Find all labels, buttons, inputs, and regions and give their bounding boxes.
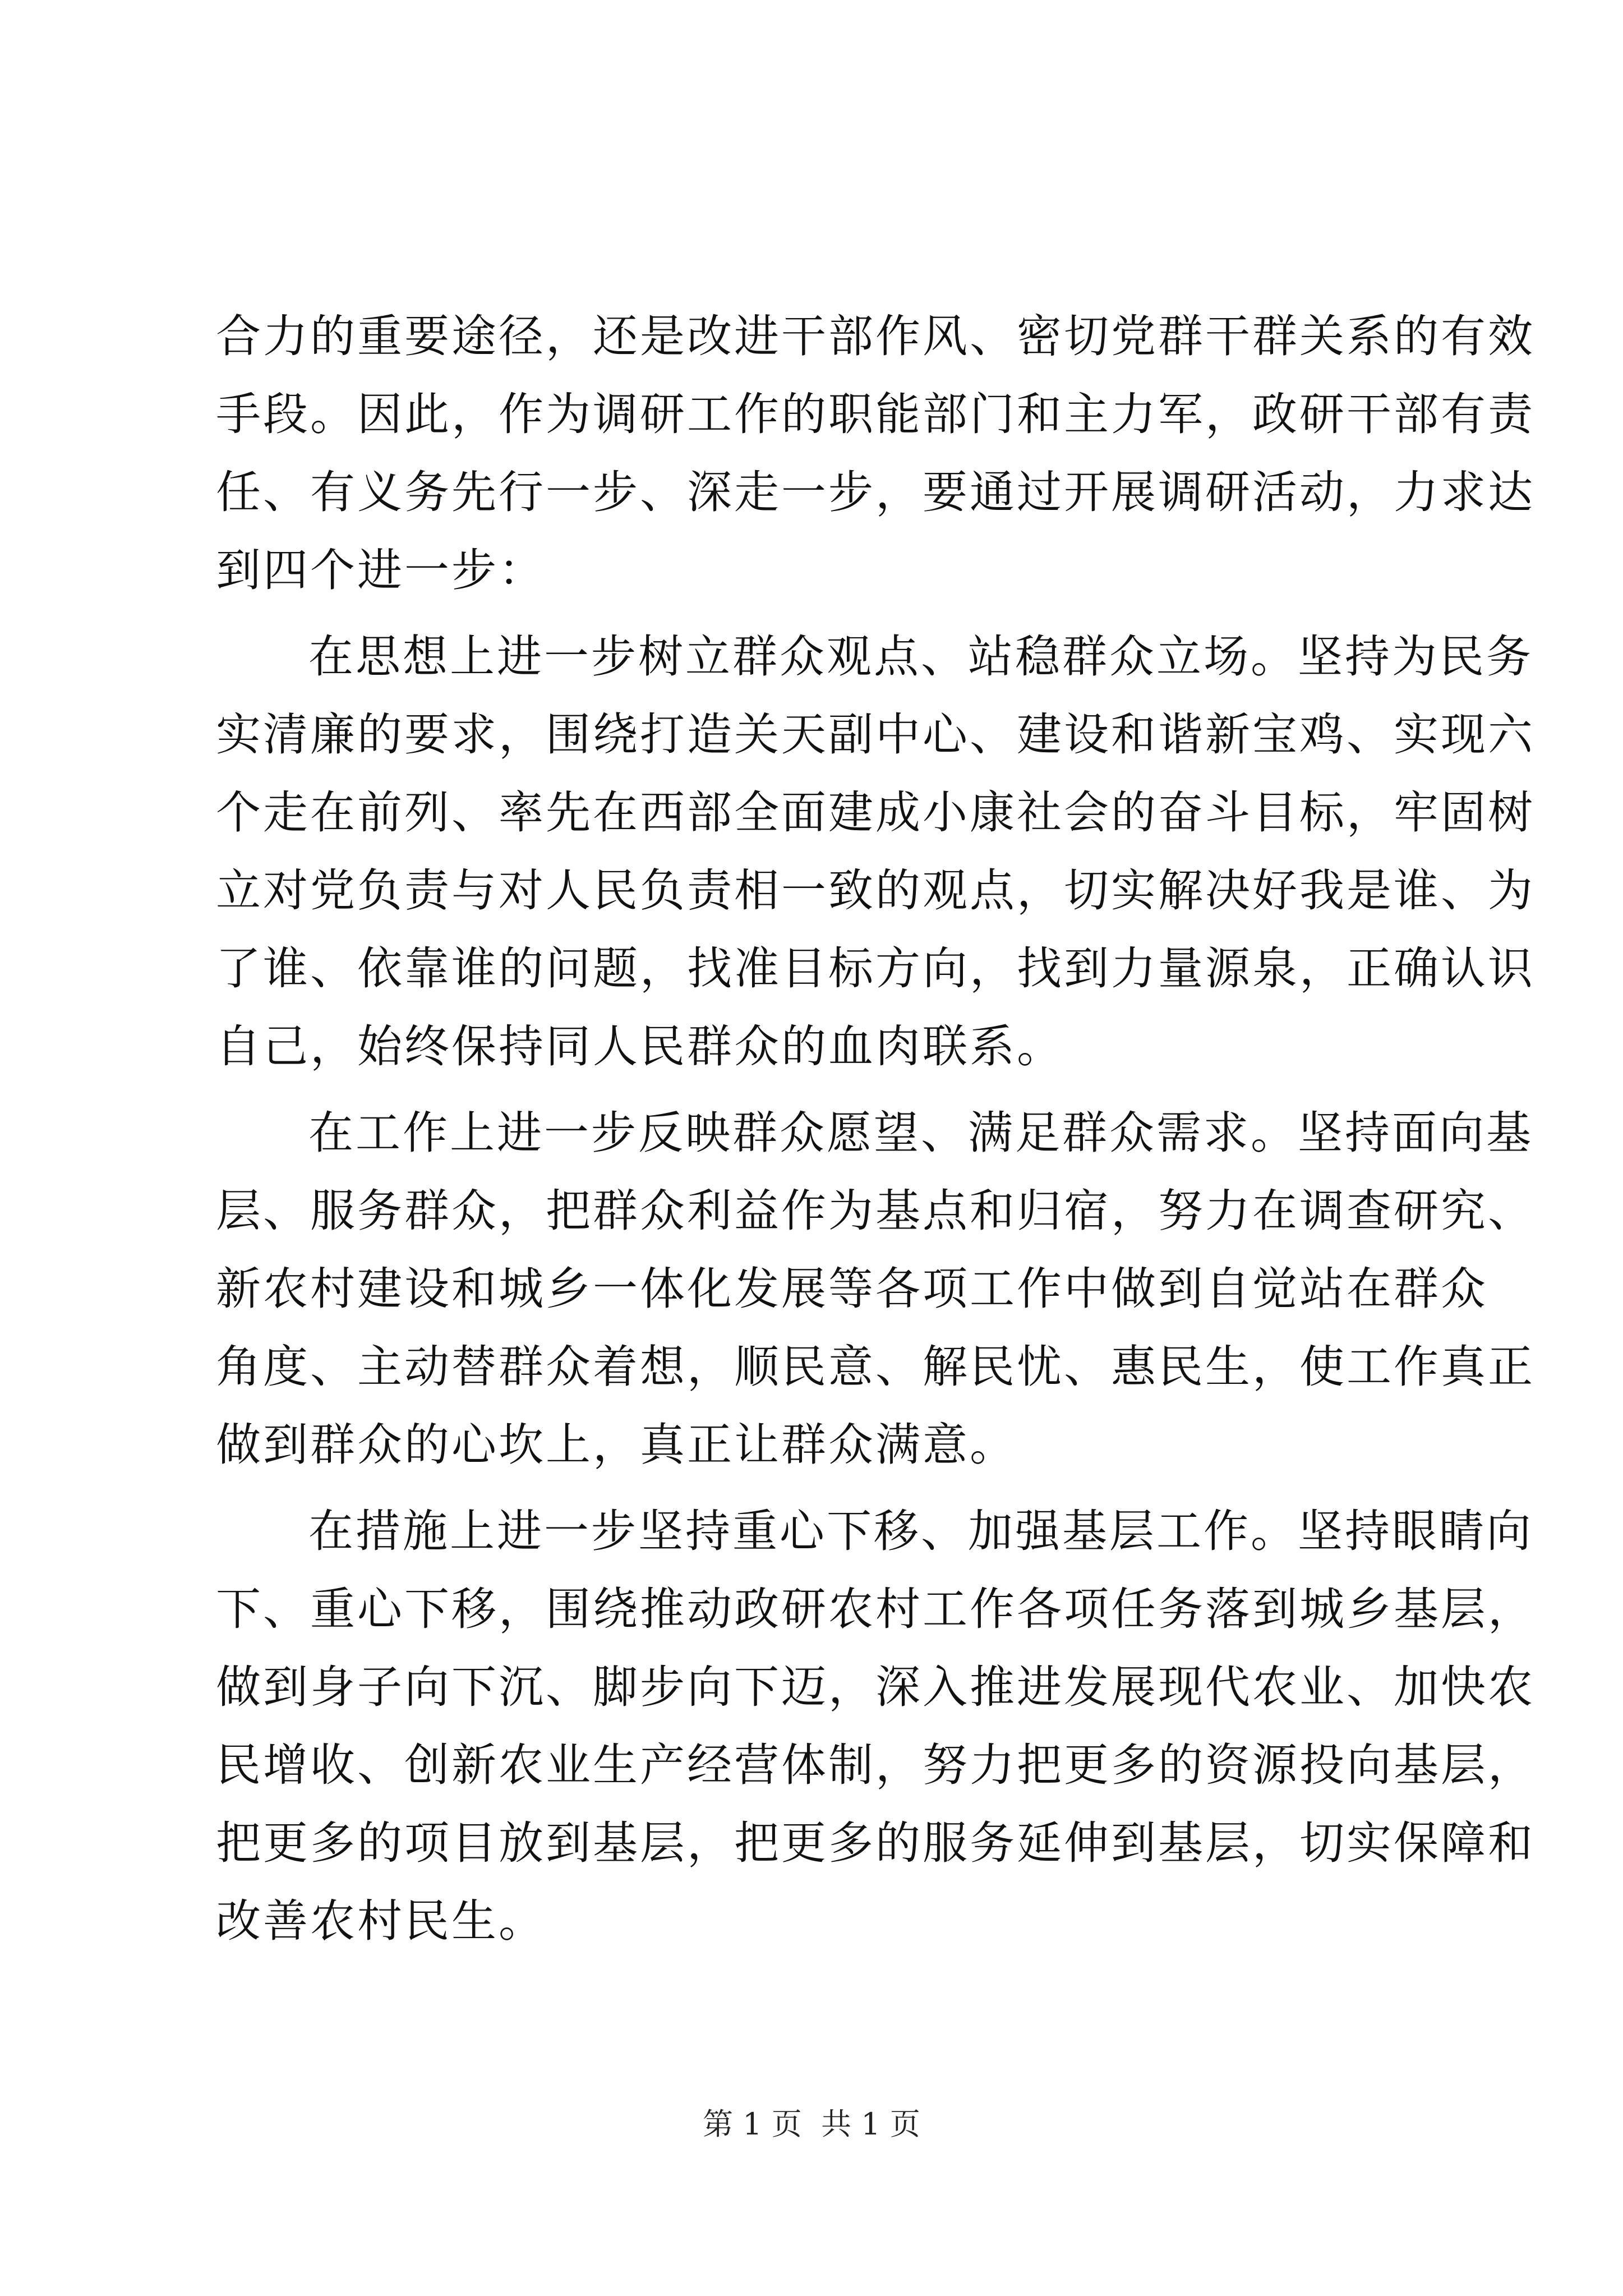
text-line: 民增收、创新农业生产经营体制，努力把更多的资源投向基层， (216, 1739, 1535, 1791)
text-line: 把更多的项目放到基层，把更多的服务延伸到基层，切实保障和 (216, 1817, 1535, 1869)
text-line: 在工作上进一步反映群众愿望、满足群众需求。坚持面向基 (308, 1107, 1533, 1159)
text-line: 了谁、依靠谁的问题，找准目标方向，找到力量源泉，正确认识 (216, 942, 1535, 995)
text-line: 合力的重要途径，还是改进干部作风、密切党群干群关系的有效 (216, 310, 1535, 362)
text-line: 层、服务群众，把群众利益作为基点和归宿，努力在调查研究、 (216, 1185, 1535, 1237)
text-line: 手段。因此，作为调研工作的职能部门和主力军，政研干部有责 (216, 388, 1535, 440)
paragraph-measures (216, 1492, 1535, 1960)
text-line: 做到群众的心坎上，真正让群众满意。 (216, 1419, 1017, 1471)
text-line: 任、有义务先行一步、深走一步，要通过开展调研活动，力求达 (216, 466, 1535, 518)
text-line: 角度、主动替群众着想，顺民意、解民忧、惠民生，使工作真正 (216, 1341, 1535, 1393)
paragraph-work (216, 1094, 1535, 1484)
text-line: 在措施上进一步坚持重心下移、加强基层工作。坚持眼睛向 (308, 1505, 1533, 1557)
text-line: 自己，始终保持同人民群众的血肉联系。 (216, 1020, 1064, 1073)
document-body (216, 297, 1535, 1960)
text-line: 在思想上进一步树立群众观点、站稳群众立场。坚持为民务 (308, 631, 1533, 683)
text-line: 个走在前列、率先在西部全面建成小康社会的奋斗目标，牢固树 (216, 786, 1535, 839)
paragraph-thought (216, 618, 1535, 1085)
paragraph-continuation (216, 297, 1535, 609)
text-line: 改善农村民生。 (216, 1895, 546, 1947)
text-line: 新农村建设和城乡一体化发展等各项工作中做到自觉站在群众 (216, 1263, 1488, 1315)
text-line: 做到身子向下沉、脚步向下迈，深入推进发展现代农业、加快农 (216, 1661, 1535, 1713)
page-number-footer: 第 1 页 共 1 页 (703, 2106, 920, 2142)
text-line: 到四个进一步： (216, 544, 546, 596)
text-line: 立对党负责与对人民负责相一致的观点，切实解决好我是谁、为 (216, 864, 1535, 917)
text-line: 下、重心下移，围绕推动政研农村工作各项任务落到城乡基层， (216, 1583, 1535, 1635)
text-line: 实清廉的要求，围绕打造关天副中心、建设和谐新宝鸡、实现六 (216, 708, 1535, 761)
